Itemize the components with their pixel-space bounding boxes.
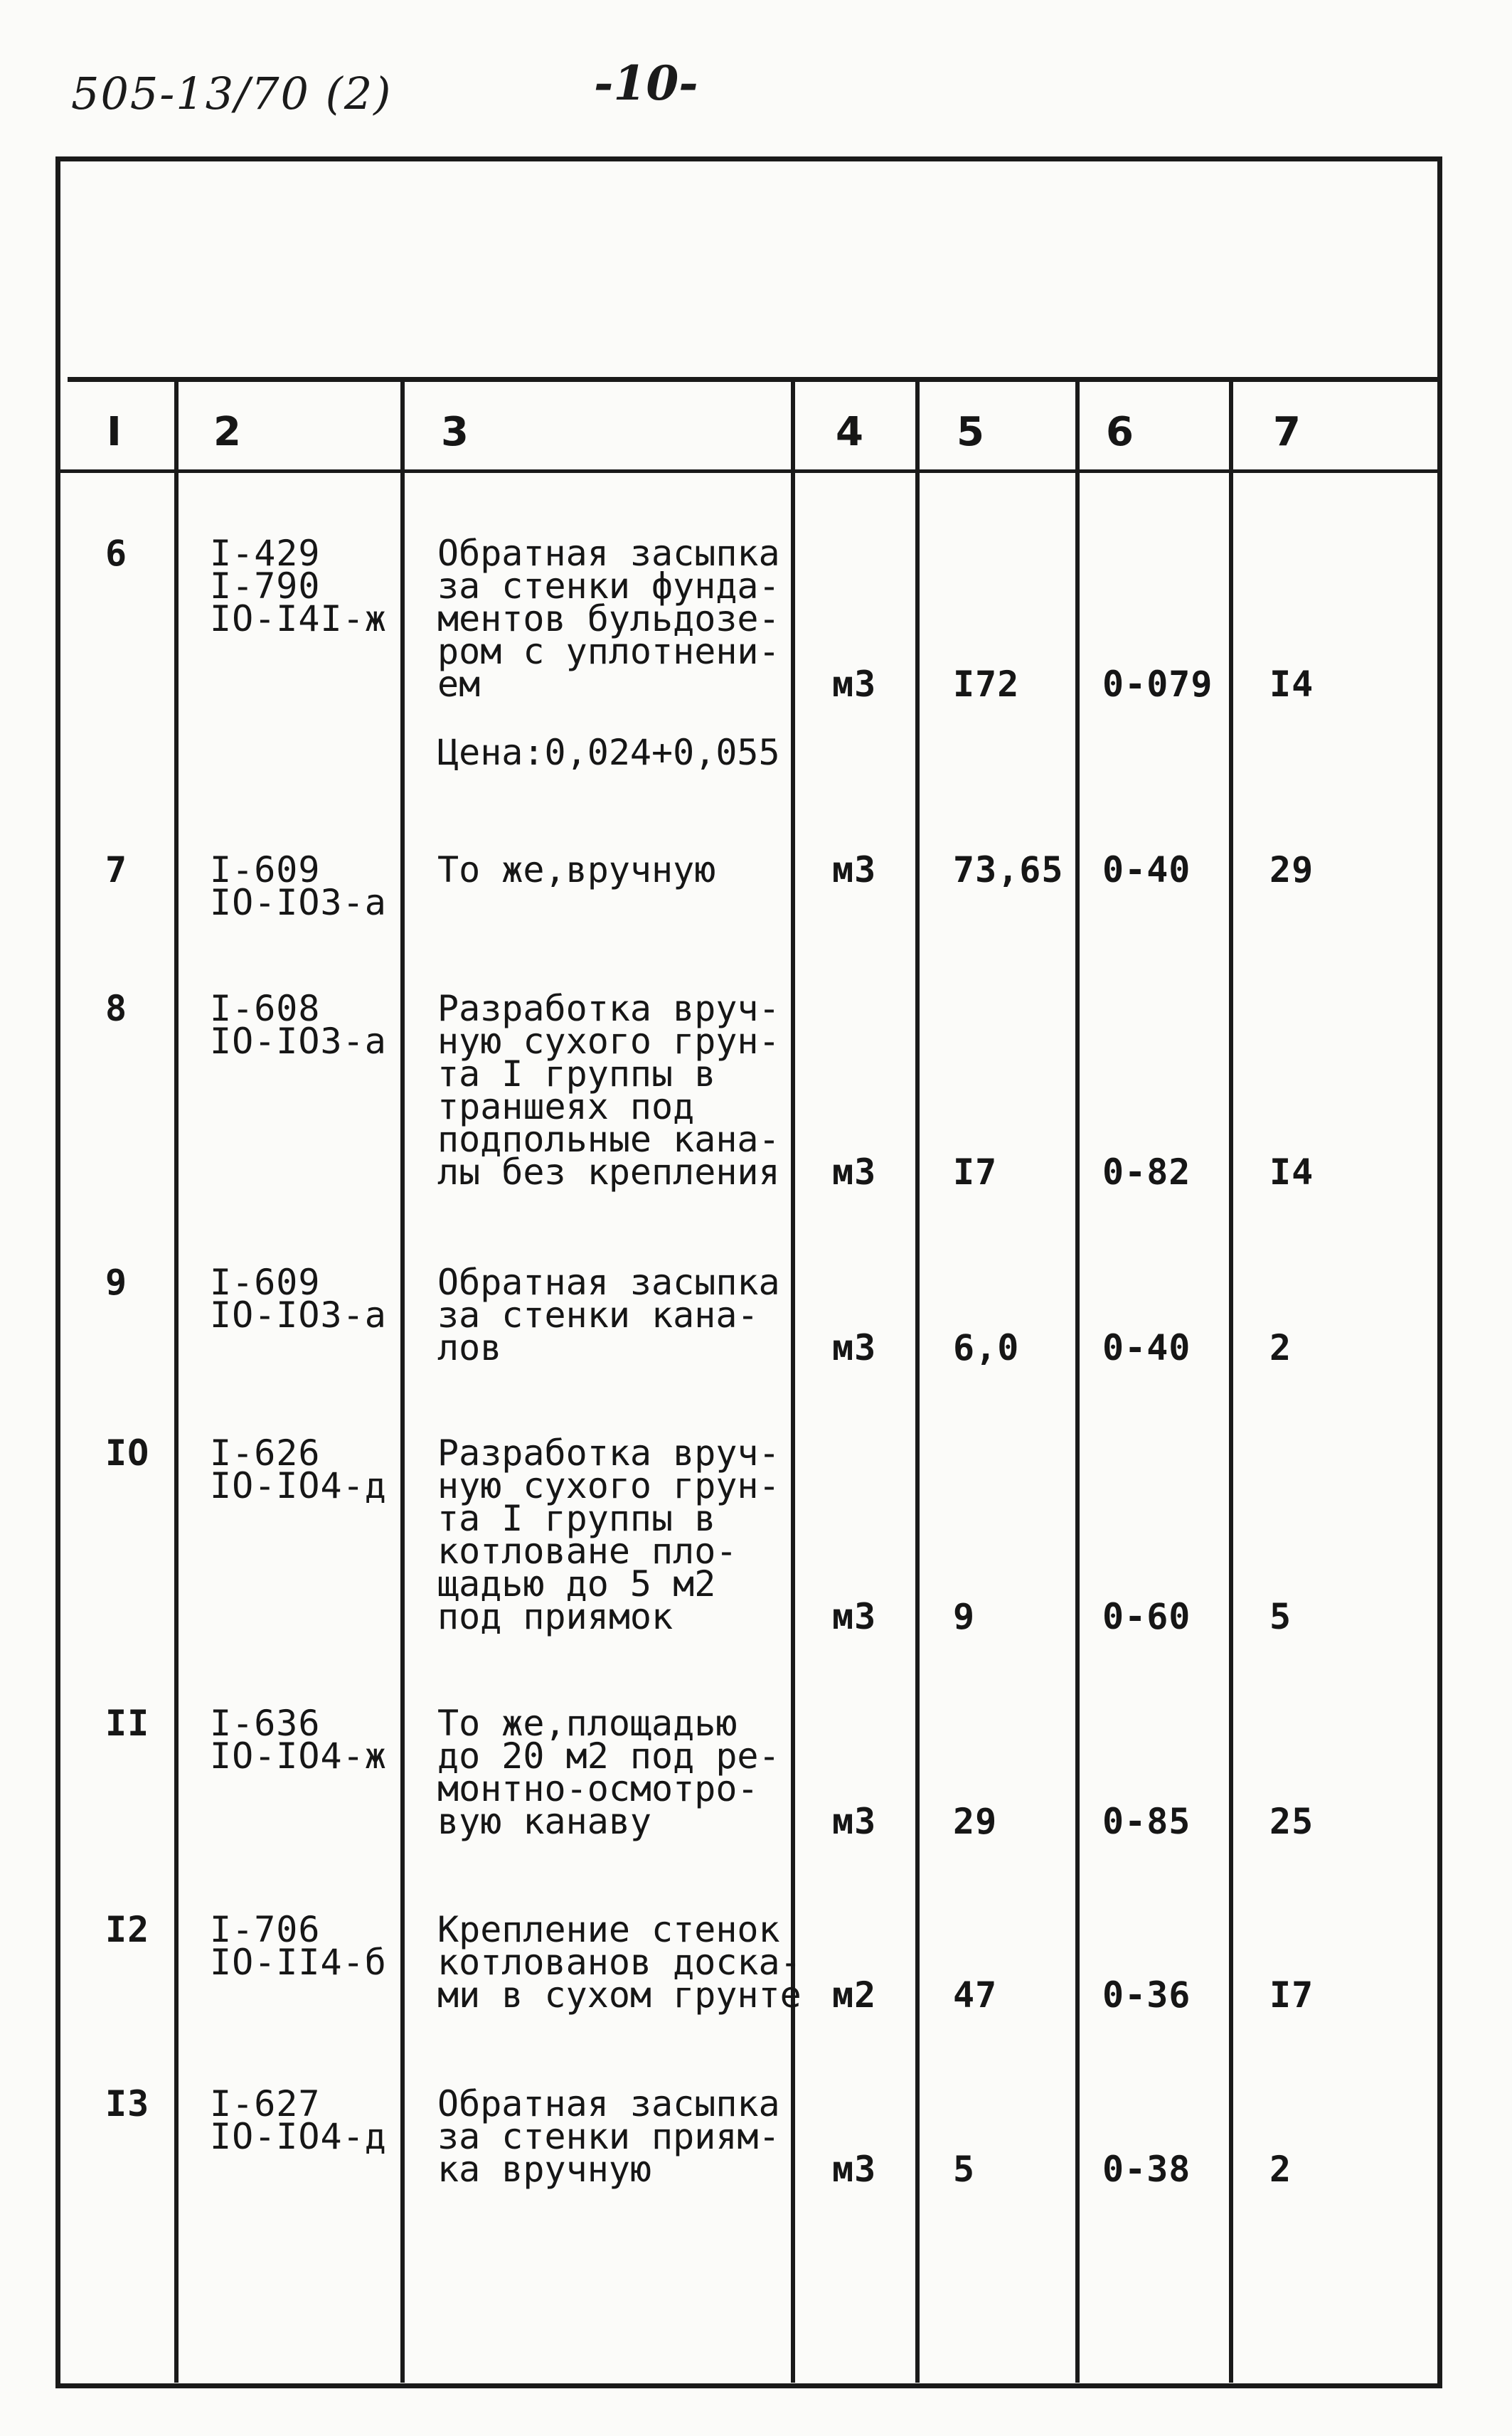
row-description: Крепление стенок котлованов доска- ми в сухом грунте (437, 1909, 802, 2016)
col-divider-3 (791, 381, 795, 2383)
row-unit: м3 (832, 849, 877, 890)
page-number: -10- (594, 55, 698, 111)
col-divider-4 (915, 381, 920, 2383)
row-total: I4 (1269, 1151, 1314, 1193)
row-description: Обратная засыпка за стенки приям- ка вручную (437, 2083, 780, 2190)
row-norm: 0-40 (1102, 1327, 1191, 1368)
row-unit: м3 (832, 1151, 877, 1193)
row-norm: 0-60 (1102, 1596, 1191, 1637)
row-description: Разработка вруч- ную сухого грун- та I группы в траншеях под подпольные кана- лы без крепления (437, 988, 780, 1193)
row-unit: м3 (832, 1327, 877, 1368)
col-header-4: 4 (836, 409, 863, 455)
row-unit: м3 (832, 664, 877, 705)
row-norm: 0-079 (1102, 664, 1213, 705)
row-codes: I-608 IO-IO3-а (210, 988, 387, 1062)
row-total: 2 (1269, 2149, 1292, 2190)
row-codes: I-627 IO-IO4-д (210, 2083, 387, 2157)
row-number: IO (105, 1432, 150, 1474)
row-number: I3 (105, 2083, 150, 2124)
col-header-3: 3 (441, 409, 469, 455)
row-codes: I-429 I-790 IO-I4I-ж (210, 533, 387, 639)
col-header-5: 5 (957, 409, 984, 455)
row-number: 9 (105, 1262, 128, 1303)
row-description: То же,вручную (437, 849, 716, 890)
row-norm: 0-38 (1102, 2149, 1191, 2190)
col-divider-5 (1075, 381, 1080, 2383)
row-codes: I-626 IO-IO4-д (210, 1432, 387, 1506)
col-divider-6 (1229, 381, 1233, 2383)
row-codes: I-609 IO-IO3-а (210, 1262, 387, 1336)
row-total: 2 (1269, 1327, 1292, 1368)
col-header-7: 7 (1273, 409, 1301, 455)
row-number: 6 (105, 533, 128, 574)
row-codes: I-636 IO-IO4-ж (210, 1703, 387, 1777)
row-quantity: 47 (953, 1974, 998, 2016)
row-norm: 0-36 (1102, 1974, 1191, 2016)
row-unit: м3 (832, 2149, 877, 2190)
row-quantity: I72 (953, 664, 1020, 705)
row-price-note: Цена:0,024+0,055 (437, 732, 780, 773)
col-divider-1 (174, 381, 179, 2383)
col-header-2: 2 (213, 409, 241, 455)
col-header-6: 6 (1106, 409, 1134, 455)
row-unit: м3 (832, 1801, 877, 1842)
row-total: 25 (1269, 1801, 1314, 1842)
row-total: 29 (1269, 849, 1314, 890)
document-code: 505-13/70 (2) (71, 68, 393, 119)
row-total: I4 (1269, 664, 1314, 705)
row-quantity: 9 (953, 1596, 976, 1637)
row-number: I2 (105, 1909, 150, 1950)
row-norm: 0-40 (1102, 849, 1191, 890)
row-number: 8 (105, 988, 128, 1029)
row-description: То же,площадью до 20 м2 под ре- монтно-осмотро- вую канаву (437, 1703, 780, 1842)
row-description: Разработка вруч- ную сухого грун- та I группы в котловане пло- щадью до 5 м2 под приямок (437, 1432, 780, 1637)
row-unit: м3 (832, 1596, 877, 1637)
row-quantity: 6,0 (953, 1327, 1020, 1368)
row-total: 5 (1269, 1596, 1292, 1637)
row-codes: I-706 IO-II4-б (210, 1909, 387, 1983)
row-codes: I-609 IO-IO3-а (210, 849, 387, 923)
col-header-1: I (107, 409, 122, 455)
row-norm: 0-85 (1102, 1801, 1191, 1842)
row-quantity: 73,65 (953, 849, 1064, 890)
row-description: Обратная засыпка за стенки кана- лов (437, 1262, 780, 1368)
row-quantity: 5 (953, 2149, 976, 2190)
row-quantity: I7 (953, 1151, 998, 1193)
row-number: II (105, 1703, 150, 1744)
row-norm: 0-82 (1102, 1151, 1191, 1193)
header-top-rule (68, 377, 1442, 382)
row-quantity: 29 (953, 1801, 998, 1842)
row-number: 7 (105, 849, 128, 890)
row-unit: м2 (832, 1974, 877, 2016)
row-total: I7 (1269, 1974, 1314, 2016)
row-description: Обратная засыпка за стенки фунда- ментов бульдозе- ром с уплотнени- ем (437, 533, 780, 705)
header-bottom-rule (60, 469, 1442, 473)
col-divider-2 (400, 381, 405, 2383)
